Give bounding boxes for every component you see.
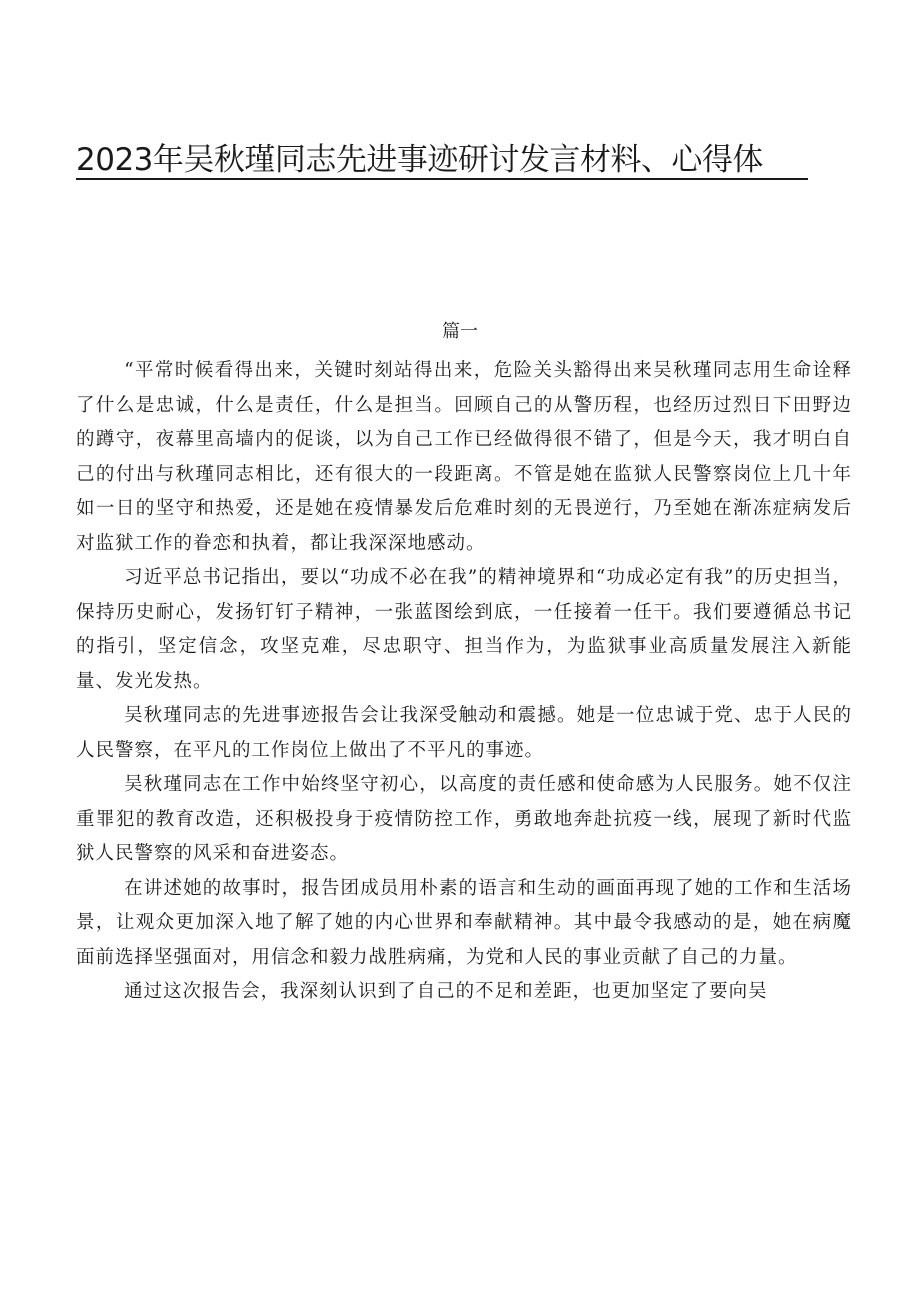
paragraph-6: 通过这次报告会，我深刻认识到了自己的不足和差距，也更加坚定了要向吴 (124, 981, 768, 1002)
title-underline (76, 178, 808, 180)
paragraph-2: 习近平总书记指出，要以“功成不必在我”的精神境界和“功成必定有我”的历史担当，保持历史耐心，发扬钉钉子精神，一张蓝图绘到底，一任接着一任干。我们要遵循总书记的指引，坚定信念，攻坚克难，尽忠职守、担当作为，为监狱事业高质量发展注入新能量、发光发热。 (76, 567, 852, 692)
paragraph-3: 吴秋瑾同志的先进事迹报告会让我深受触动和震撼。她是一位忠诚于党、忠于人民的人民警察，在平凡的工作岗位上做出了不平凡的事迹。 (76, 705, 852, 761)
body-text (76, 354, 852, 1010)
paragraph-5: 在讲述她的故事时，报告团成员用朴素的语言和生动的画面再现了她的工作和生活场景，让观众更加深入地了解了她的内心世界和奉献精神。其中最令我感动的是，她在病魔面前选择坚强面对，用信念和毅力战胜病痛，为党和人民的事业贡献了自己的力量。 (76, 877, 852, 968)
section-label: 篇一 (442, 321, 478, 342)
document-title: 2023年吴秋瑾同志先进事迹研讨发言材料、心得体 (76, 142, 763, 178)
paragraph-4: 吴秋瑾同志在工作中始终坚守初心，以高度的责任感和使命感为人民服务。她不仅注重罪犯的教育改造，还积极投身于疫情防控工作，勇敢地奔赴抗疫一线，展现了新时代监狱人民警察的风采和奋进姿态。 (76, 774, 852, 864)
paragraph-1: “平常时候看得出来，关键时刻站得出来，危险关头豁得出来吴秋瑾同志用生命诠释了什么是忠诚，什么是责任，什么是担当。回顾自己的从警历程，也经历过烈日下田野边的蹲守，夜幕里高墙内的促谈，以为自己工作已经做得很不错了，但是今天，我才明白自己的付出与秋瑾同志相比，还有很大的一段距离。不管是她在监狱人民警察岗位上几十年如一日的坚守和热爱，还是她在疫情暴发后危难时刻的无畏逆行，乃至她在渐冻症病发后对监狱工作的眷恋和执着，都让我深深地感动。 (76, 360, 852, 554)
